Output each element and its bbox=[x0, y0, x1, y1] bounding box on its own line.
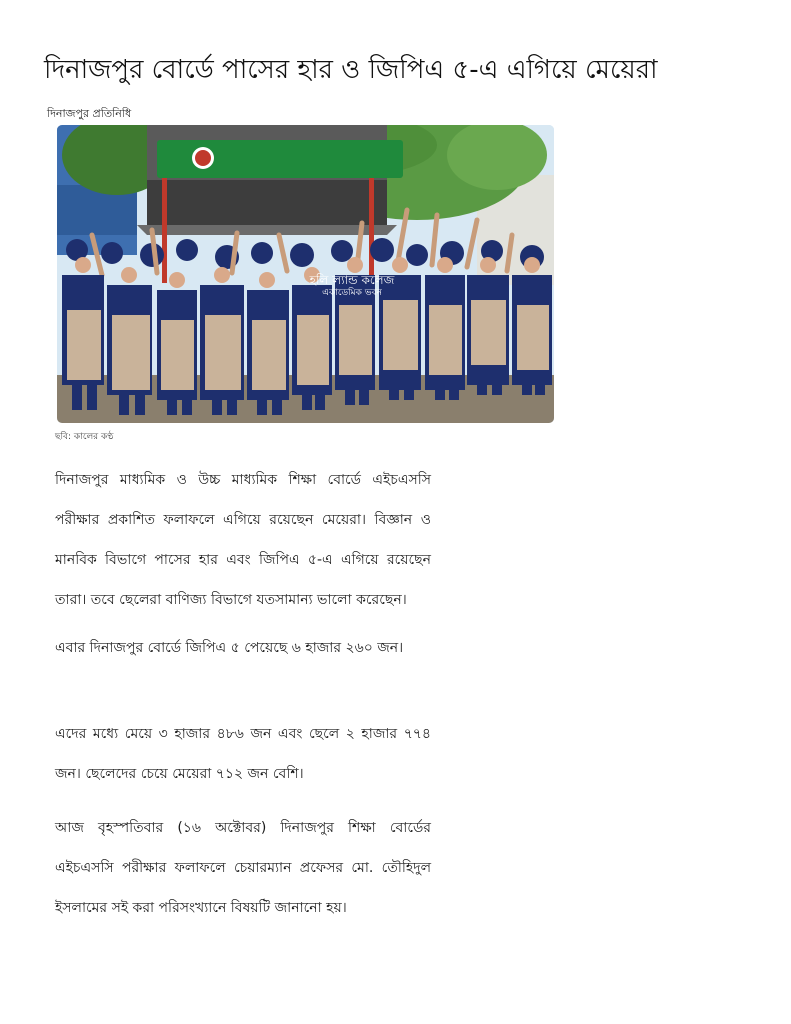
article-paragraph: এবার দিনাজপুর বোর্ডে জিপিএ ৫ পেয়েছে ৬ হাজার ২৬০ জন। bbox=[55, 640, 404, 656]
article-paragraph: আজ বৃহস্পতিবার (১৬ অক্টোবর) দিনাজপুর শিক্ষা বোর্ডের এইচএসসি পরীক্ষার ফলাফলে চেয়ারম্যান প্রফেসর মো. তৌহিদুল ইসলামের সই করা পরিসংখ্যানে বিষয়টি জানানো হয়। bbox=[55, 820, 431, 916]
college-sign-title: হলি ল্যান্ড কলেজ bbox=[309, 273, 395, 287]
article-photo bbox=[57, 125, 554, 423]
article-paragraph: দিনাজপুর মাধ্যমিক ও উচ্চ মাধ্যমিক শিক্ষা বোর্ডে এইচএসসি পরীক্ষার প্রকাশিত ফলাফলে এগিয়ে রয়েছেন মেয়েরা। বিজ্ঞান ও মানবিক বিভাগে পাসের হার এবং জিপিএ ৫-এ এগিয়ে রয়েছেন তারা। তবে ছেলেরা বাণিজ্য বিভাগে যতসামান্য ভালো করেছেন। bbox=[55, 472, 431, 608]
article-headline: দিনাজপুর বোর্ডে পাসের হার ও জিপিএ ৫-এ এগিয়ে মেয়েরা bbox=[44, 55, 658, 85]
article-paragraph: এদের মধ্যে মেয়ে ৩ হাজার ৪৮৬ জন এবং ছেলে ২ হাজার ৭৭৪ জন। ছেলেদের চেয়ে মেয়েরা ৭১২ জন বেশি। bbox=[55, 726, 431, 782]
article-byline: দিনাজপুর প্রতিনিধি bbox=[47, 107, 132, 120]
college-sign-subtitle: একাডেমিক ভবন bbox=[322, 288, 382, 298]
photo-caption: ছবি: কালের কণ্ঠ bbox=[55, 432, 114, 442]
